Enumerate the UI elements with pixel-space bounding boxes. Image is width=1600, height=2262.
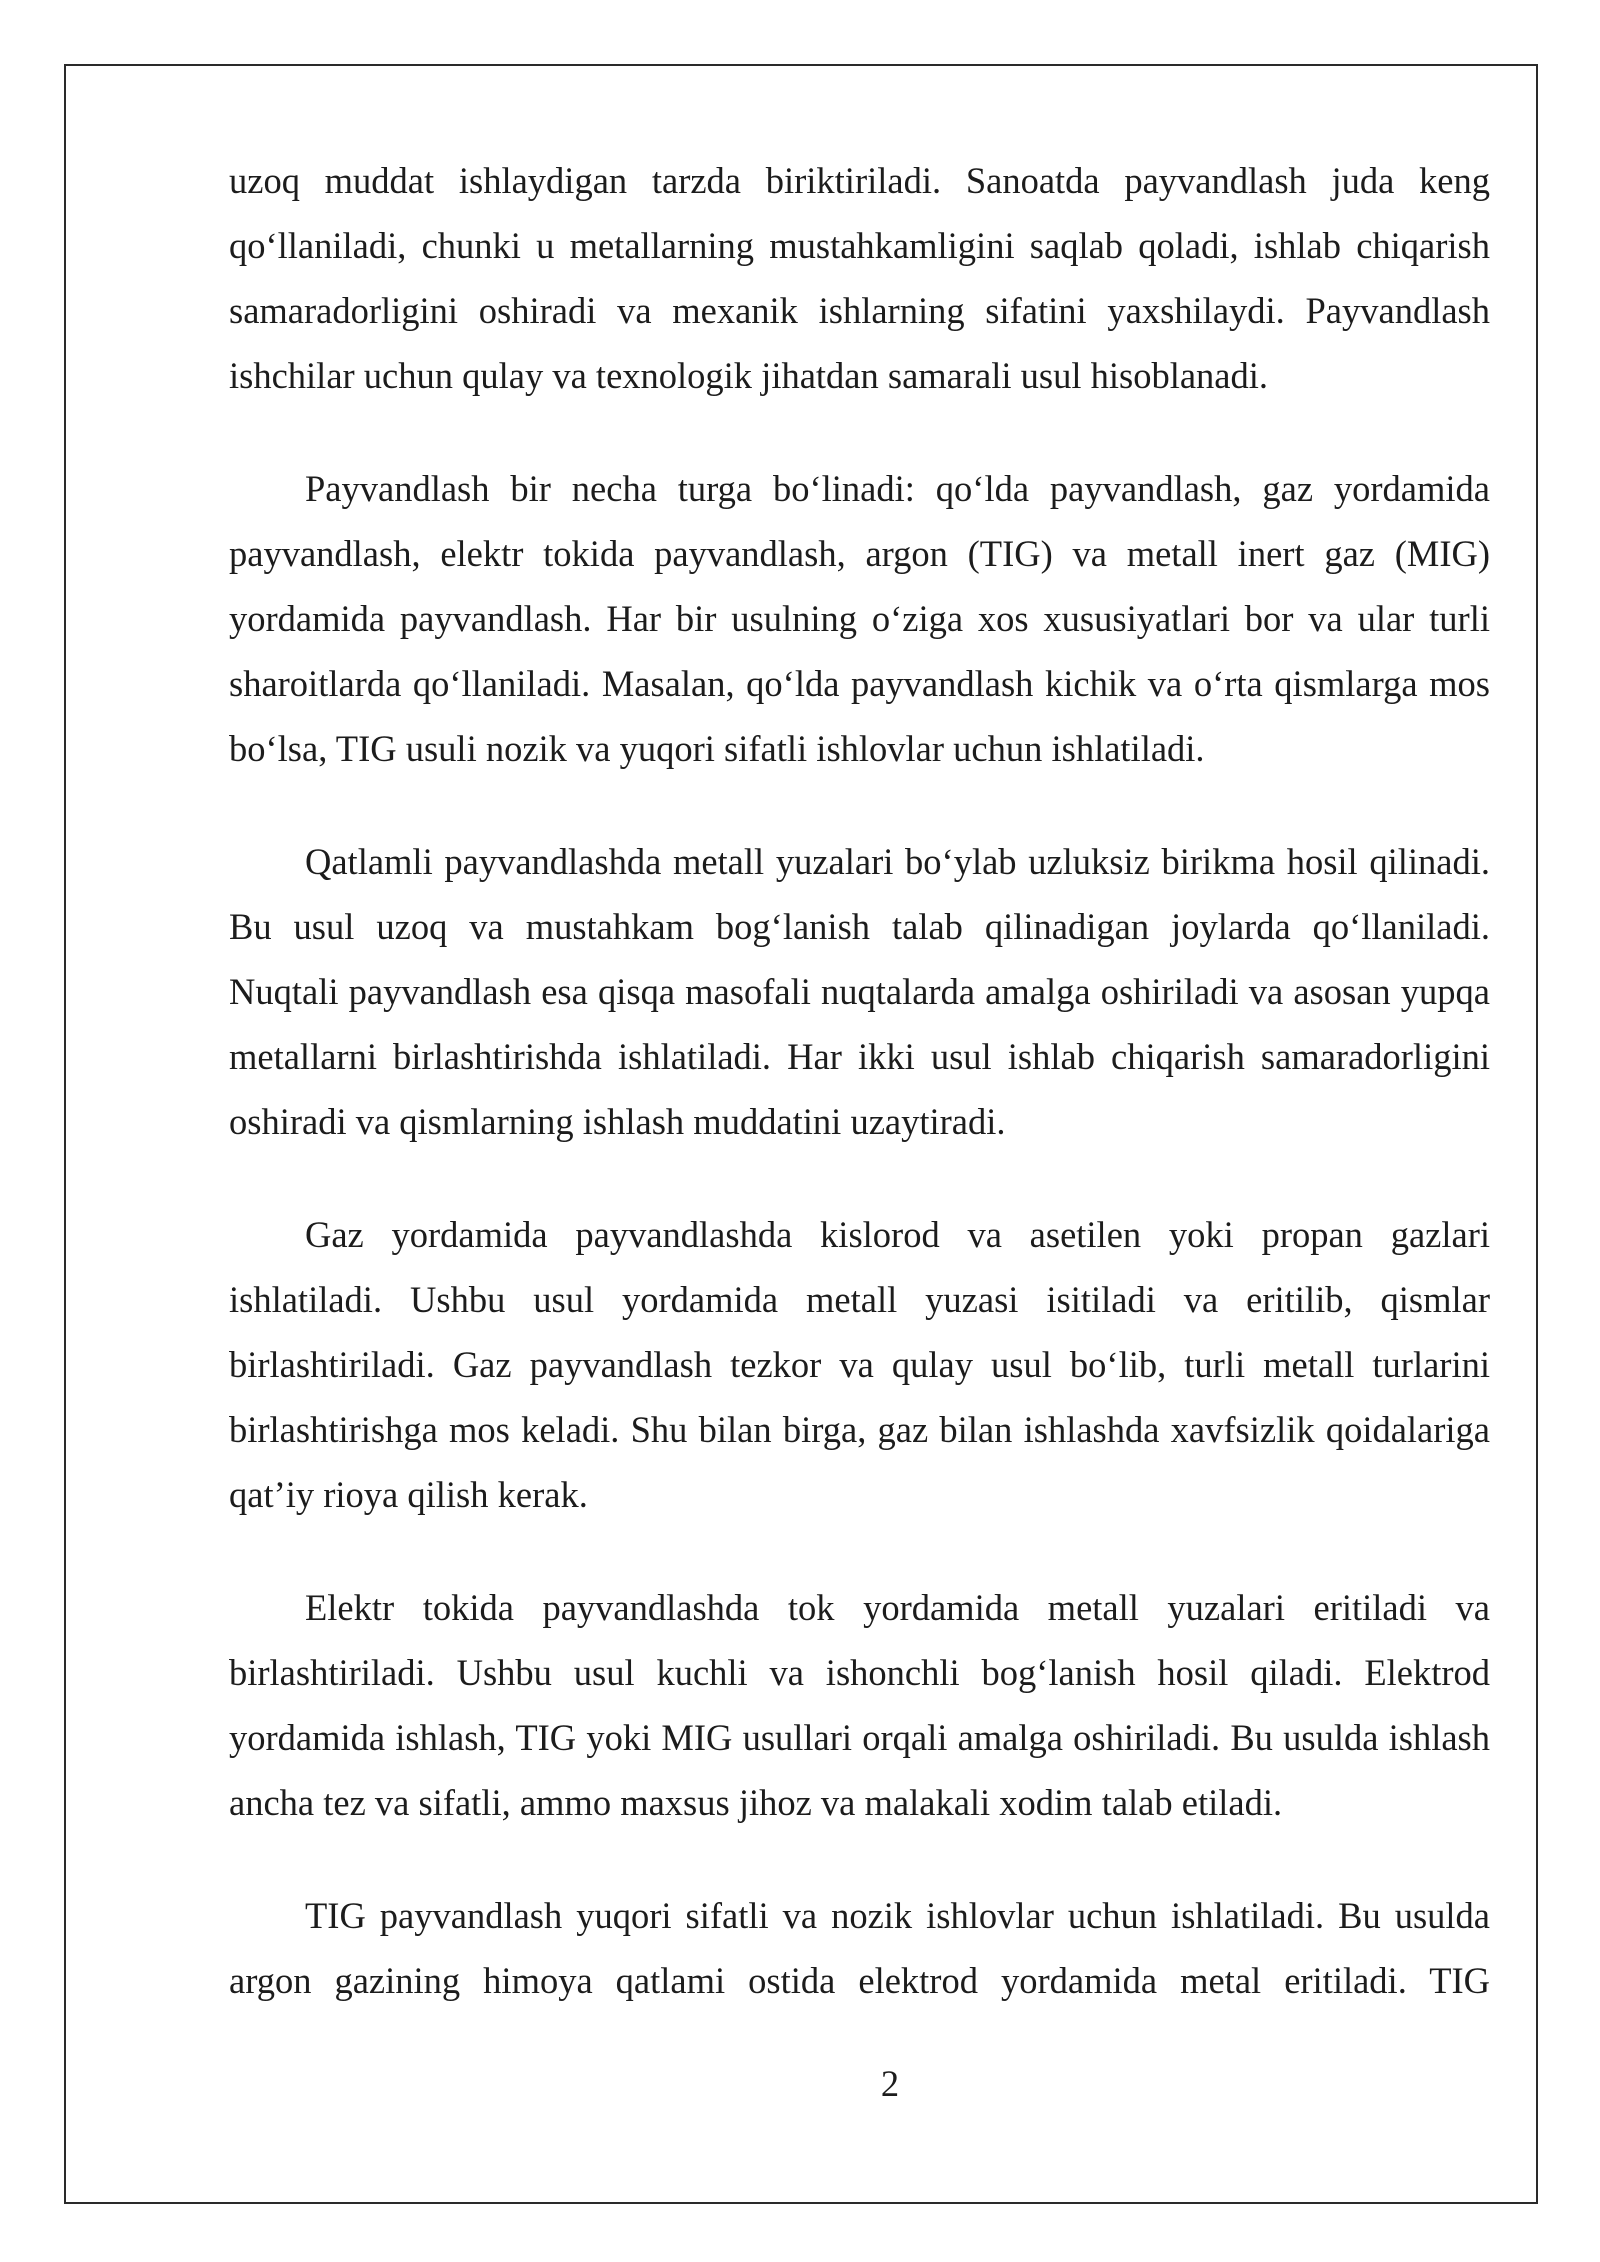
paragraph-2: Payvandlash bir necha turga bo‘linadi: qo‘lda payvandlash, gaz yordamida payvandlash, elektr tokida payvandlash, argon (TIG) va metall inert gaz (MIG) yordamida payvandlash. Har bir usulning o‘ziga xos xususiyatlari bor va ular turli sharoitlarda qo‘llaniladi. Masalan, qo‘lda payvandlash kichik va o‘rta qismlarga mos bo‘lsa, TIG usuli nozik va yuqori sifatli ishlovlar uchun ishlatiladi. [229, 468, 1490, 769]
paragraph-4: Gaz yordamida payvandlashda kislorod va asetilen yoki propan gazlari ishlatiladi. Ushbu usul yordamida metall yuzasi isitiladi va eritilib, qismlar birlashtiriladi. Gaz payvandlash tezkor va qulay usul bo‘lib, turli metall turlarini birlashtirishga mos keladi. Shu bilan birga, gaz bilan ishlashda xavfsizlik qoidalariga qat’iy rioya qilish kerak. [229, 1214, 1490, 1515]
paragraph-3: Qatlamli payvandlashda metall yuzalari bo‘ylab uzluksiz birikma hosil qilinadi. Bu usul uzoq va mustahkam bog‘lanish talab qilinadigan joylarda qo‘llaniladi. Nuqtali payvandlash esa qisqa masofali nuqtalarda amalga oshiriladi va asosan yupqa metallarni birlashtirishda ishlatiladi. Har ikki usul ishlab chiqarish samaradorligini oshiradi va qismlarning ishlash muddatini uzaytiradi. [229, 841, 1490, 1142]
paragraph-1: uzoq muddat ishlaydigan tarzda biriktiriladi. Sanoatda payvandlash juda keng qo‘llaniladi, chunki u metallarning mustahkamligini saqlab qoladi, ishlab chiqarish samaradorligini oshiradi va mexanik ishlarning sifatini yaxshilaydi. Payvandlash ishchilar uchun qulay va texnologik jihatdan samarali usul hisoblanadi. [229, 160, 1490, 396]
paragraph-6: TIG payvandlash yuqori sifatli va nozik ishlovlar uchun ishlatiladi. Bu usulda argon gazining himoya qatlami ostida elektrod yordamida metal eritiladi. TIG [229, 1895, 1490, 2001]
page-number: 2 [880, 2063, 900, 2104]
document-body [229, 148, 1490, 2013]
paragraph-5: Elektr tokida payvandlashda tok yordamida metall yuzalari eritiladi va birlashtiriladi. Ushbu usul kuchli va ishonchli bog‘lanish hosil qiladi. Elektrod yordamida ishlash, TIG yoki MIG usullari orqali amalga oshiriladi. Bu usulda ishlash ancha tez va sifatli, ammo maxsus jihoz va malakali xodim talab etiladi. [229, 1587, 1490, 1823]
